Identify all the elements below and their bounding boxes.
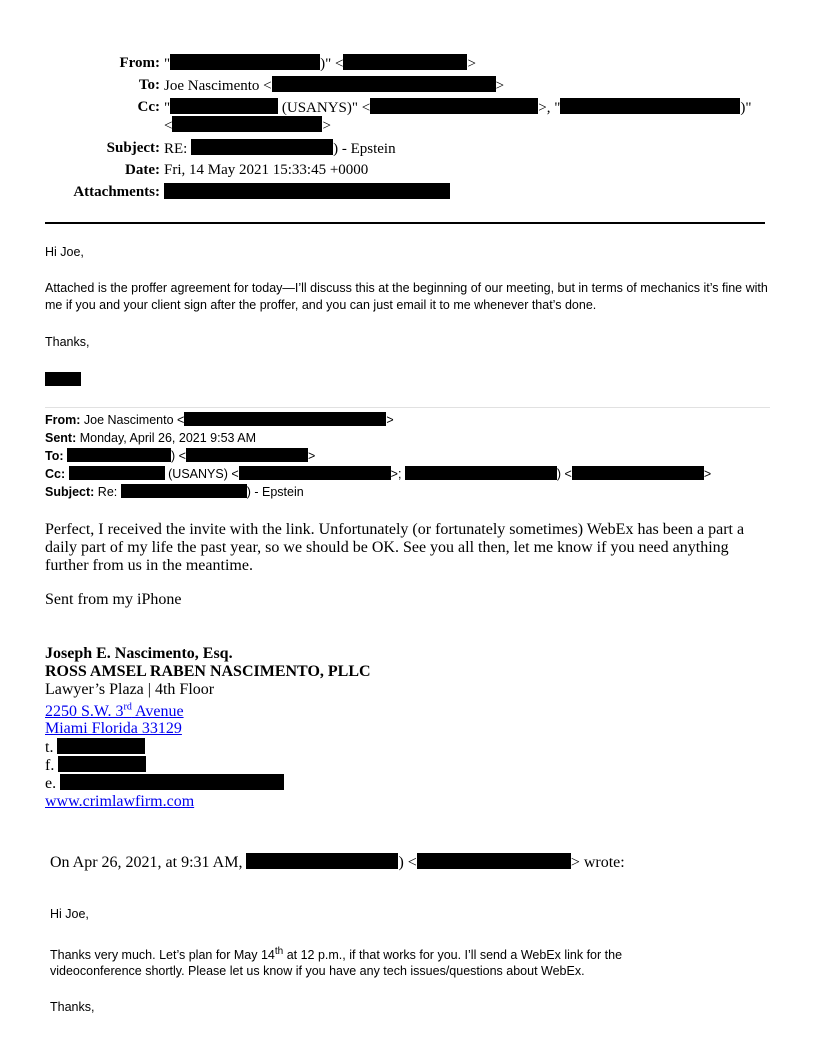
website-link[interactable]: www.crimlawfirm.com — [45, 793, 195, 810]
reply-to-row: To: ) < > — [45, 449, 316, 463]
street-link[interactable] — [45, 703, 184, 720]
redaction-block — [172, 116, 322, 132]
redaction-block — [164, 183, 450, 199]
redaction-block — [184, 412, 386, 426]
from-label: From: — [119, 55, 160, 71]
reply-cc-label: Cc: — [45, 467, 66, 481]
body-closing: Thanks, — [45, 335, 90, 349]
email-label: e. — [45, 775, 57, 792]
signature-email — [45, 774, 284, 793]
signature-city[interactable] — [45, 720, 182, 738]
signature-redaction — [45, 372, 81, 386]
signature-website[interactable] — [45, 793, 194, 811]
reply-divider — [45, 407, 770, 408]
redaction-block — [272, 76, 496, 92]
reply-subject-row — [45, 483, 304, 501]
quoted-line1 — [50, 943, 622, 964]
redaction-block — [370, 98, 538, 114]
header-to-row: To: Joe Nascimento < > — [0, 76, 816, 94]
reply-subject-suffix: ) - Epstein — [246, 485, 304, 499]
redaction-block — [121, 484, 247, 498]
subject-label: Subject: — [106, 140, 160, 156]
reply-sent-from: Sent from my iPhone — [45, 591, 182, 608]
quoted-line1-pre: Thanks very much. Let’s plan for May 14 — [50, 948, 275, 963]
quoted-intro: On Apr 26, 2021, at 9:31 AM, ) < > wrote: — [50, 854, 625, 871]
header-cc-row-cont: < > — [164, 118, 331, 134]
body-greeting: Hi Joe, — [45, 245, 84, 259]
reply-from-label: From: — [45, 413, 81, 427]
fax-label: f. — [45, 757, 55, 774]
signature-fax — [45, 756, 146, 775]
redaction-block — [170, 54, 320, 70]
attachments-label: Attachments: — [73, 184, 160, 200]
redaction-block — [67, 448, 171, 462]
redaction-block — [57, 738, 145, 754]
to-label: To: — [138, 77, 160, 93]
date-label: Date: — [125, 162, 160, 178]
redaction-block — [60, 774, 284, 790]
street-pre: 2250 S.W. 3 — [45, 703, 124, 721]
reply-from-name: Joe Nascimento — [83, 413, 174, 427]
redaction-block — [191, 139, 333, 155]
reply-sent-value: Monday, April 26, 2021 9:53 AM — [79, 431, 257, 445]
redaction-block — [170, 98, 278, 114]
redaction-block — [246, 853, 398, 869]
quoted-line1-sup: th — [274, 946, 284, 957]
quoted-intro-prefix: On Apr 26, 2021, at 9:31 AM, — [50, 854, 243, 871]
reply-cc-org: (USANYS) < — [168, 467, 239, 481]
reply-subject-label: Subject: — [45, 485, 95, 499]
redaction-block — [572, 466, 704, 480]
header-attachments-row — [0, 183, 816, 201]
signature-firm: ROSS AMSEL RABEN NASCIMENTO, PLLC — [45, 663, 371, 680]
signature-office: Lawyer’s Plaza | 4th Floor — [45, 681, 215, 698]
reply-paragraph: Perfect, I received the invite with the link. Unfortunately (or fortunately sometimes) WebEx has been a part a daily part of my life the past year, so we should be OK. See you all then, let me know if you need anything further from us in the meantime. — [45, 521, 745, 574]
date-value: Fri, 14 May 2021 15:33:45 +0000 — [164, 162, 369, 178]
reply-sent-row — [45, 429, 256, 447]
quoted-line1-post: at 12 p.m., if that works for you. I’ll send a WebEx link for the — [283, 948, 623, 963]
redaction-block — [417, 853, 571, 869]
quoted-line2: videoconference shortly. Please let us know if you have any tech issues/questions about WebEx. — [50, 964, 585, 978]
cc-label: Cc: — [137, 99, 160, 115]
street-post: Avenue — [131, 703, 184, 721]
signature-phone — [45, 738, 145, 757]
reply-from-row: From: Joe Nascimento < > — [45, 413, 394, 427]
redaction-block — [69, 466, 165, 480]
redaction-block — [560, 98, 740, 114]
to-name: Joe Nascimento — [164, 78, 260, 94]
header-subject-row — [0, 139, 816, 157]
redaction-block — [343, 54, 467, 70]
cc-org: (USANYS)" — [281, 100, 359, 116]
phone-label: t. — [45, 739, 54, 756]
body-paragraph: Attached is the proffer agreement for today—I’ll discuss this at the beginning of our meeting, but in terms of mechanics it’s fine with me if you and your client sign after the proffer, and you can just email it to me whenever that’s done. — [45, 281, 768, 312]
reply-subject-prefix: Re: — [97, 485, 118, 499]
quoted-closing: Thanks, — [50, 1000, 95, 1014]
reply-sent-label: Sent: — [45, 431, 77, 445]
reply-to-label: To: — [45, 449, 64, 463]
header-from-row: From: " )" < > — [0, 54, 816, 72]
quoted-intro-suffix: > wrote: — [570, 854, 625, 871]
city-link[interactable]: Miami Florida 33129 — [45, 720, 182, 737]
redaction-block — [239, 466, 391, 480]
subject-prefix: RE: — [164, 141, 188, 157]
street-sup: rd — [123, 702, 132, 713]
quoted-greeting: Hi Joe, — [50, 907, 89, 921]
redaction-block — [405, 466, 557, 480]
header-cc-row: Cc: " (USANYS)" < >, " )" — [0, 98, 816, 116]
header-divider — [45, 222, 765, 224]
reply-cc-row: Cc: (USANYS) < >; ) < > — [45, 467, 712, 481]
signature-name: Joseph E. Nascimento, Esq. — [45, 645, 233, 662]
redaction-block — [58, 756, 146, 772]
header-date-row — [0, 161, 816, 179]
redaction-block — [186, 448, 308, 462]
signature-street[interactable] — [45, 699, 184, 721]
subject-suffix: ) - Epstein — [333, 141, 396, 157]
